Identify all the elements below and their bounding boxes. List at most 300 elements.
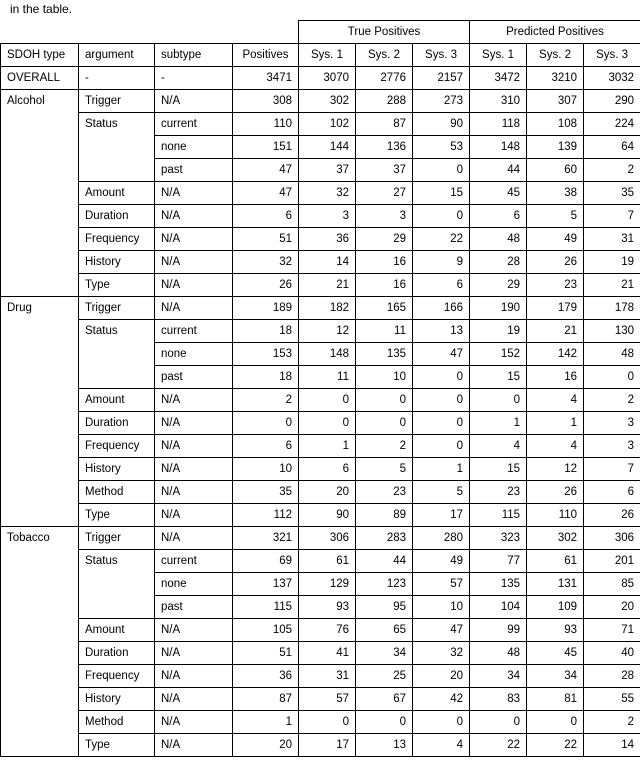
table-row	[1, 274, 640, 297]
cell-value: 20	[584, 596, 640, 619]
cell-value: 14	[584, 734, 640, 757]
table-row	[1, 504, 640, 527]
cell-value: 34	[470, 665, 527, 688]
cell-value: 19	[470, 320, 527, 343]
cell-value: 2	[584, 389, 640, 412]
cell-value: 15	[413, 182, 470, 205]
table-row	[1, 458, 640, 481]
cell-value: 112	[233, 504, 299, 527]
cell-value: 47	[413, 343, 470, 366]
cell-value: 118	[470, 113, 527, 136]
cell-value: 144	[299, 136, 356, 159]
cell-subtype: N/A	[155, 182, 233, 205]
cell-value: 40	[584, 642, 640, 665]
cell-value: 302	[299, 90, 356, 113]
cell-value: 131	[527, 573, 584, 596]
cell-argument: Method	[79, 711, 155, 734]
cell-value: 47	[233, 159, 299, 182]
cell-value: 3	[356, 205, 413, 228]
cell-value: 16	[527, 366, 584, 389]
table-row	[1, 665, 640, 688]
cell-argument: Frequency	[79, 228, 155, 251]
cell-argument: -	[79, 67, 155, 90]
cell-value: 115	[233, 596, 299, 619]
cell-value: 22	[527, 734, 584, 757]
table-row	[1, 113, 640, 136]
cell-value: 69	[233, 550, 299, 573]
table-group-header-row	[1, 21, 640, 44]
cell-argument: Frequency	[79, 665, 155, 688]
table-row	[1, 320, 640, 343]
cell-value: 115	[470, 504, 527, 527]
cell-value: 26	[584, 504, 640, 527]
cell-argument: Status	[79, 320, 155, 389]
cell-value: 288	[356, 90, 413, 113]
cell-value: 0	[584, 366, 640, 389]
cell-value: 3	[299, 205, 356, 228]
cell-value: 10	[356, 366, 413, 389]
cell-value: 26	[527, 251, 584, 274]
cell-value: 28	[470, 251, 527, 274]
cell-value: 6	[584, 481, 640, 504]
cell-subtype: N/A	[155, 688, 233, 711]
column-header-sdoh-type: SDOH type	[1, 44, 79, 67]
cell-value: 166	[413, 297, 470, 320]
cell-value: 135	[470, 573, 527, 596]
cell-value: 18	[233, 320, 299, 343]
cell-value: 6	[470, 205, 527, 228]
cell-value: 57	[299, 688, 356, 711]
cell-subtype: N/A	[155, 504, 233, 527]
cell-value: 6	[233, 435, 299, 458]
cell-value: 1	[470, 412, 527, 435]
cell-value: 0	[299, 389, 356, 412]
cell-argument: Trigger	[79, 90, 155, 113]
cell-subtype: N/A	[155, 527, 233, 550]
group-header-blank	[1, 21, 299, 44]
cell-value: 130	[584, 320, 640, 343]
cell-subtype: past	[155, 159, 233, 182]
cell-value: 0	[356, 389, 413, 412]
cell-value: 48	[470, 642, 527, 665]
cell-value: 283	[356, 527, 413, 550]
cell-value: 20	[413, 665, 470, 688]
cell-value: 3471	[233, 67, 299, 90]
cell-value: 0	[413, 159, 470, 182]
table-row	[1, 205, 640, 228]
table-row	[1, 527, 640, 550]
cell-value: 93	[299, 596, 356, 619]
cell-value: 32	[413, 642, 470, 665]
cell-value: 32	[233, 251, 299, 274]
cell-value: 0	[356, 412, 413, 435]
cell-subtype: N/A	[155, 274, 233, 297]
cell-value: 20	[233, 734, 299, 757]
cell-subtype: N/A	[155, 481, 233, 504]
cell-value: 306	[299, 527, 356, 550]
cell-value: 308	[233, 90, 299, 113]
cell-value: 13	[356, 734, 413, 757]
cell-sdoh-type: OVERALL	[1, 67, 79, 90]
cell-value: 7	[584, 458, 640, 481]
column-header-sys-2: Sys. 2	[356, 44, 413, 67]
cell-value: 0	[233, 412, 299, 435]
cell-value: 307	[527, 90, 584, 113]
cell-value: 273	[413, 90, 470, 113]
cell-sdoh-type: Alcohol	[1, 90, 79, 297]
cell-value: 21	[299, 274, 356, 297]
cell-value: 34	[356, 642, 413, 665]
cell-value: 47	[233, 182, 299, 205]
cell-value: 0	[413, 711, 470, 734]
cell-subtype: none	[155, 343, 233, 366]
cell-value: 290	[584, 90, 640, 113]
cell-value: 4	[527, 389, 584, 412]
cell-value: 0	[527, 711, 584, 734]
cell-value: 4	[527, 435, 584, 458]
group-header-predicted-positives: Predicted Positives	[470, 21, 640, 44]
cell-value: 302	[527, 527, 584, 550]
cell-value: 9	[413, 251, 470, 274]
cell-value: 42	[413, 688, 470, 711]
cell-value: 14	[299, 251, 356, 274]
cell-value: 83	[470, 688, 527, 711]
cell-value: 136	[356, 136, 413, 159]
cell-subtype: N/A	[155, 711, 233, 734]
cell-value: 55	[584, 688, 640, 711]
cell-value: 35	[584, 182, 640, 205]
cell-value: 165	[356, 297, 413, 320]
cell-value: 148	[470, 136, 527, 159]
cell-value: 48	[470, 228, 527, 251]
cell-value: 2157	[413, 67, 470, 90]
cell-value: 60	[527, 159, 584, 182]
cell-value: 3	[584, 435, 640, 458]
cell-value: 189	[233, 297, 299, 320]
cell-value: 12	[299, 320, 356, 343]
cell-value: 28	[584, 665, 640, 688]
cell-subtype: N/A	[155, 90, 233, 113]
cell-value: 0	[413, 389, 470, 412]
cell-value: 29	[356, 228, 413, 251]
cell-value: 3210	[527, 67, 584, 90]
cell-subtype: N/A	[155, 297, 233, 320]
cell-value: 99	[470, 619, 527, 642]
cell-value: 323	[470, 527, 527, 550]
table-caption: in the table.	[10, 2, 73, 16]
cell-value: 89	[356, 504, 413, 527]
cell-value: 280	[413, 527, 470, 550]
cell-value: 16	[356, 274, 413, 297]
cell-value: 137	[233, 573, 299, 596]
table-row	[1, 688, 640, 711]
cell-value: 190	[470, 297, 527, 320]
column-header-sys-2: Sys. 2	[527, 44, 584, 67]
cell-value: 3	[584, 412, 640, 435]
cell-argument: Type	[79, 274, 155, 297]
cell-argument: Amount	[79, 389, 155, 412]
cell-value: 93	[527, 619, 584, 642]
cell-argument: Duration	[79, 205, 155, 228]
cell-value: 310	[470, 90, 527, 113]
table-body	[1, 67, 640, 757]
cell-value: 17	[413, 504, 470, 527]
cell-value: 26	[527, 481, 584, 504]
cell-value: 123	[356, 573, 413, 596]
table-row	[1, 90, 640, 113]
cell-value: 45	[470, 182, 527, 205]
table-row	[1, 182, 640, 205]
cell-value: 87	[233, 688, 299, 711]
cell-value: 45	[527, 642, 584, 665]
cell-value: 16	[356, 251, 413, 274]
cell-value: 90	[413, 113, 470, 136]
cell-argument: Amount	[79, 182, 155, 205]
table-row	[1, 297, 640, 320]
cell-argument: History	[79, 251, 155, 274]
cell-value: 2	[356, 435, 413, 458]
cell-value: 104	[470, 596, 527, 619]
table-row	[1, 412, 640, 435]
cell-sdoh-type: Drug	[1, 297, 79, 527]
cell-value: 2	[584, 711, 640, 734]
cell-value: 51	[233, 228, 299, 251]
cell-subtype: N/A	[155, 619, 233, 642]
cell-value: 139	[527, 136, 584, 159]
cell-value: 48	[584, 343, 640, 366]
column-header-sys-3: Sys. 3	[584, 44, 640, 67]
cell-value: 31	[299, 665, 356, 688]
cell-subtype: N/A	[155, 251, 233, 274]
column-header-subtype: subtype	[155, 44, 233, 67]
cell-value: 37	[299, 159, 356, 182]
cell-subtype: N/A	[155, 205, 233, 228]
cell-value: 201	[584, 550, 640, 573]
cell-value: 129	[299, 573, 356, 596]
cell-value: 22	[413, 228, 470, 251]
cell-value: 19	[584, 251, 640, 274]
cell-subtype: none	[155, 573, 233, 596]
cell-value: 135	[356, 343, 413, 366]
cell-value: 35	[233, 481, 299, 504]
cell-value: 0	[413, 205, 470, 228]
cell-subtype: current	[155, 113, 233, 136]
column-header-sys-3: Sys. 3	[413, 44, 470, 67]
cell-value: 76	[299, 619, 356, 642]
cell-subtype: N/A	[155, 435, 233, 458]
table-row	[1, 228, 640, 251]
cell-value: 85	[584, 573, 640, 596]
cell-subtype: past	[155, 596, 233, 619]
cell-value: 3070	[299, 67, 356, 90]
cell-value: 1	[527, 412, 584, 435]
cell-value: 110	[527, 504, 584, 527]
cell-value: 0	[470, 389, 527, 412]
cell-value: 3472	[470, 67, 527, 90]
cell-value: 0	[356, 711, 413, 734]
cell-value: 1	[299, 435, 356, 458]
cell-value: 81	[527, 688, 584, 711]
cell-value: 142	[527, 343, 584, 366]
cell-value: 10	[413, 596, 470, 619]
cell-subtype: N/A	[155, 734, 233, 757]
cell-argument: Amount	[79, 619, 155, 642]
column-header-sys-1: Sys. 1	[299, 44, 356, 67]
cell-value: 11	[299, 366, 356, 389]
group-header-true-positives: True Positives	[299, 21, 470, 44]
cell-value: 65	[356, 619, 413, 642]
cell-subtype: current	[155, 320, 233, 343]
cell-value: 109	[527, 596, 584, 619]
cell-value: 3032	[584, 67, 640, 90]
cell-value: 38	[527, 182, 584, 205]
cell-value: 224	[584, 113, 640, 136]
cell-subtype: N/A	[155, 228, 233, 251]
cell-value: 29	[470, 274, 527, 297]
cell-value: 21	[527, 320, 584, 343]
table-row	[1, 481, 640, 504]
cell-argument: Duration	[79, 412, 155, 435]
cell-value: 87	[356, 113, 413, 136]
cell-value: 0	[413, 412, 470, 435]
cell-value: 7	[584, 205, 640, 228]
cell-argument: Status	[79, 113, 155, 182]
cell-value: 36	[233, 665, 299, 688]
cell-value: 4	[413, 734, 470, 757]
cell-value: 49	[527, 228, 584, 251]
cell-value: 6	[233, 205, 299, 228]
cell-value: 47	[413, 619, 470, 642]
cell-value: 0	[413, 366, 470, 389]
table-row	[1, 251, 640, 274]
table-row	[1, 435, 640, 458]
cell-argument: Method	[79, 481, 155, 504]
cell-value: 21	[584, 274, 640, 297]
table-row	[1, 642, 640, 665]
sdoh-results-table	[0, 20, 640, 757]
cell-value: 151	[233, 136, 299, 159]
cell-value: 20	[299, 481, 356, 504]
cell-value: 44	[356, 550, 413, 573]
cell-subtype: past	[155, 366, 233, 389]
cell-value: 178	[584, 297, 640, 320]
cell-subtype: current	[155, 550, 233, 573]
cell-value: 44	[470, 159, 527, 182]
cell-value: 5	[413, 481, 470, 504]
cell-value: 17	[299, 734, 356, 757]
column-header-argument: argument	[79, 44, 155, 67]
table-header	[1, 21, 640, 67]
table-row	[1, 389, 640, 412]
cell-value: 31	[584, 228, 640, 251]
cell-value: 15	[470, 366, 527, 389]
cell-value: 179	[527, 297, 584, 320]
cell-value: 110	[233, 113, 299, 136]
cell-value: 5	[527, 205, 584, 228]
cell-value: 1	[413, 458, 470, 481]
table-column-header-row	[1, 44, 640, 67]
cell-argument: Type	[79, 734, 155, 757]
cell-value: 49	[413, 550, 470, 573]
table-row	[1, 619, 640, 642]
table-row	[1, 550, 640, 573]
cell-argument: Status	[79, 550, 155, 619]
cell-value: 0	[470, 711, 527, 734]
cell-value: 22	[470, 734, 527, 757]
cell-argument: Frequency	[79, 435, 155, 458]
cell-value: 1	[233, 711, 299, 734]
cell-subtype: N/A	[155, 412, 233, 435]
column-header-positives: Positives	[233, 44, 299, 67]
cell-argument: Trigger	[79, 297, 155, 320]
cell-value: 2776	[356, 67, 413, 90]
cell-value: 0	[413, 435, 470, 458]
cell-value: 67	[356, 688, 413, 711]
cell-value: 53	[413, 136, 470, 159]
cell-value: 95	[356, 596, 413, 619]
cell-value: 152	[470, 343, 527, 366]
cell-value: 15	[470, 458, 527, 481]
cell-value: 102	[299, 113, 356, 136]
cell-value: 12	[527, 458, 584, 481]
cell-argument: Type	[79, 504, 155, 527]
cell-value: 90	[299, 504, 356, 527]
cell-value: 36	[299, 228, 356, 251]
cell-subtype: N/A	[155, 389, 233, 412]
cell-value: 18	[233, 366, 299, 389]
cell-subtype: N/A	[155, 458, 233, 481]
cell-value: 57	[413, 573, 470, 596]
cell-value: 61	[299, 550, 356, 573]
column-header-sys-1: Sys. 1	[470, 44, 527, 67]
cell-value: 25	[356, 665, 413, 688]
cell-value: 10	[233, 458, 299, 481]
cell-value: 41	[299, 642, 356, 665]
cell-value: 26	[233, 274, 299, 297]
cell-value: 153	[233, 343, 299, 366]
cell-value: 51	[233, 642, 299, 665]
cell-value: 11	[356, 320, 413, 343]
cell-argument: Trigger	[79, 527, 155, 550]
cell-argument: History	[79, 458, 155, 481]
cell-value: 61	[527, 550, 584, 573]
cell-value: 108	[527, 113, 584, 136]
cell-value: 4	[470, 435, 527, 458]
table-row	[1, 734, 640, 757]
cell-value: 0	[299, 711, 356, 734]
cell-value: 2	[584, 159, 640, 182]
cell-value: 321	[233, 527, 299, 550]
cell-argument: History	[79, 688, 155, 711]
cell-value: 2	[233, 389, 299, 412]
cell-argument: Duration	[79, 642, 155, 665]
cell-value: 23	[527, 274, 584, 297]
cell-value: 13	[413, 320, 470, 343]
cell-subtype: none	[155, 136, 233, 159]
cell-value: 306	[584, 527, 640, 550]
cell-value: 23	[356, 481, 413, 504]
cell-sdoh-type: Tobacco	[1, 527, 79, 757]
table-row	[1, 711, 640, 734]
cell-subtype: N/A	[155, 665, 233, 688]
cell-value: 23	[470, 481, 527, 504]
cell-subtype: -	[155, 67, 233, 90]
cell-value: 105	[233, 619, 299, 642]
cell-value: 0	[299, 412, 356, 435]
cell-value: 6	[413, 274, 470, 297]
cell-value: 182	[299, 297, 356, 320]
cell-value: 148	[299, 343, 356, 366]
